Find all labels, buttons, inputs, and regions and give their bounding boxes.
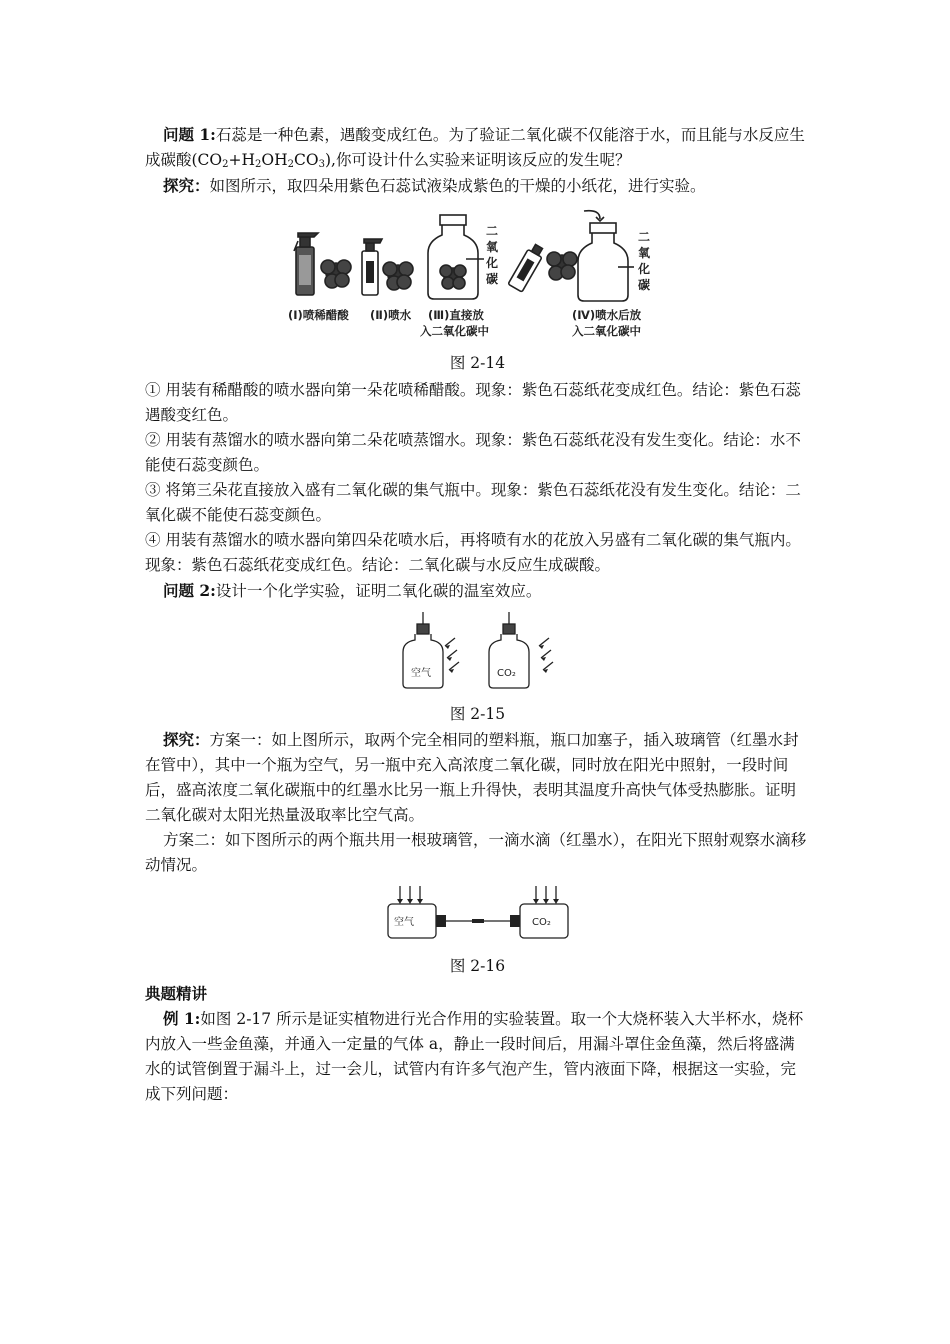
figure-2-15 (145, 610, 810, 727)
question-2 (145, 578, 810, 604)
litmus-flower-experiment-illustration (288, 207, 668, 345)
greenhouse-bottles-illustration (393, 610, 563, 692)
document-content (145, 122, 810, 1107)
spray-bottle-icon (508, 242, 546, 292)
spray-bottle-icon (362, 239, 382, 295)
bottle-label-co2: CO₂ (531, 917, 551, 928)
example-1-text: 如图 2-17 所示是证实植物进行光合作用的实验装置。取一个大烧杯装入大半杯水，烧杯内放入一些金鱼藻，并通入一定量的气体 a，静止一段时间后，用漏斗罩住金鱼藻，然后将盛满水的试管倒置于漏斗上，过一会儿，试管内有许多气泡产生，管内液面下降，根据这一实验，完成下列问题： (145, 1010, 804, 1103)
plan-2: 方案二：如下图所示的两个瓶共用一根玻璃管，一滴水滴（红墨水），在阳光下照射观察水滴移动情况。 (145, 831, 807, 874)
subscript: 2 (222, 159, 229, 170)
figure-caption: 图 2-15 (449, 705, 506, 723)
question-1-text: +H (228, 151, 256, 169)
gas-label-char: 碳 (637, 278, 650, 292)
question-1-text: CO (294, 151, 319, 169)
step-4: ④ 用装有蒸馏水的喷水器向第四朵花喷水后，再将喷有水的花放入另盛有二氧化碳的集气瓶内。现象：紫色石蕊纸花变成红色。结论：二氧化碳与水反应生成碳酸。 (145, 531, 801, 574)
figure-label-3a: (Ⅲ)直接放 (427, 308, 484, 322)
flower-icon (321, 260, 351, 288)
gas-label-char: 化 (637, 262, 650, 276)
figure-label-2: (Ⅱ)喷水 (369, 308, 411, 322)
question-1-text: O (261, 151, 275, 169)
explore-1-label: 探究： (163, 176, 210, 195)
section-heading: 典题精讲 (145, 984, 208, 1003)
gas-label-char: 二 (637, 230, 650, 244)
bottle-label-co2: CO₂ (496, 668, 516, 679)
shared-tube-bottles-illustration (386, 884, 570, 944)
gas-label-char: 氧 (485, 240, 498, 254)
gas-label-char: 氧 (637, 246, 650, 260)
example-1 (145, 1006, 810, 1107)
flower-icon (547, 252, 577, 280)
question-2-label: 问题 2: (163, 581, 216, 600)
explore-1-text: 如图所示，取四朵用紫色石蕊试液染成紫色的干燥的小纸花，进行实验。 (209, 177, 706, 195)
question-1-text: H (274, 151, 288, 169)
question-1 (145, 122, 810, 173)
step-3: ③ 将第三朵花直接放入盛有二氧化碳的集气瓶中。现象：紫色石蕊纸花没有发生变化。结论：二氧化碳不能使石蕊变颜色。 (145, 481, 801, 524)
spray-bottle-icon (294, 233, 318, 295)
question-1-text: 石蕊是一种色素，遇酸变成红色。为了验证二氧化碳不仅能溶于水，而且能与水反应生成碳酸(CO (145, 126, 805, 169)
bottle-label-air: 空气 (410, 668, 431, 679)
flower-icon (383, 262, 413, 290)
subscript: 2 (255, 159, 262, 170)
figure-label-4b: 入二氧化碳中 (571, 324, 641, 338)
explore-2 (145, 727, 810, 828)
explore-1 (145, 173, 810, 199)
step-1: ① 用装有稀醋酸的喷水器向第一朵花喷稀醋酸。现象：紫色石蕊纸花变成红色。结论：紫色石蕊遇酸变红色。 (145, 381, 801, 424)
subscript: 2 (287, 159, 295, 170)
figure-label-4a: (Ⅳ)喷水后放 (571, 308, 641, 322)
bottle-label-air: 空气 (393, 917, 414, 928)
explore-2-label: 探究： (163, 730, 210, 749)
gas-label-char: 二 (485, 224, 498, 238)
figure-caption: 图 2-16 (449, 957, 506, 975)
gas-label-char: 化 (485, 256, 498, 270)
subscript: 3 (318, 159, 325, 170)
question-1-text: ),你可设计什么实验来证明该反应的发生呢？ (324, 151, 631, 169)
explore-2-text: 方案一：如上图所示，取两个完全相同的塑料瓶，瓶口加塞子，插入玻璃管（红墨水封在管中），其中一个瓶为空气，另一瓶中充入高浓度二氧化碳，同时放在阳光中照射，一段时间后，盛高浓度二氧化碳瓶中的红墨水比另一瓶上升得快，表明其温度升高快气体受热膨胀。证明二氧化碳对太阳光热量汲取率比空气高。 (145, 731, 799, 824)
gas-jar-icon (428, 215, 484, 299)
figure-2-16 (145, 884, 810, 979)
question-2-text: 设计一个化学实验，证明二氧化碳的温室效应。 (215, 582, 542, 600)
gas-jar-icon (578, 211, 634, 301)
figure-2-14 (145, 207, 810, 376)
figure-caption: 图 2-14 (449, 354, 506, 372)
question-1-label: 问题 1: (163, 125, 216, 144)
step-2: ② 用装有蒸馏水的喷水器向第二朵花喷蒸馏水。现象：紫色石蕊纸花没有发生变化。结论：水不能使石蕊变颜色。 (145, 431, 801, 474)
gas-label-char: 碳 (485, 272, 498, 286)
example-1-label: 例 1: (163, 1009, 201, 1028)
figure-label-1: (Ⅰ)喷稀醋酸 (287, 308, 349, 322)
figure-label-3b: 入二氧化碳中 (419, 324, 489, 338)
